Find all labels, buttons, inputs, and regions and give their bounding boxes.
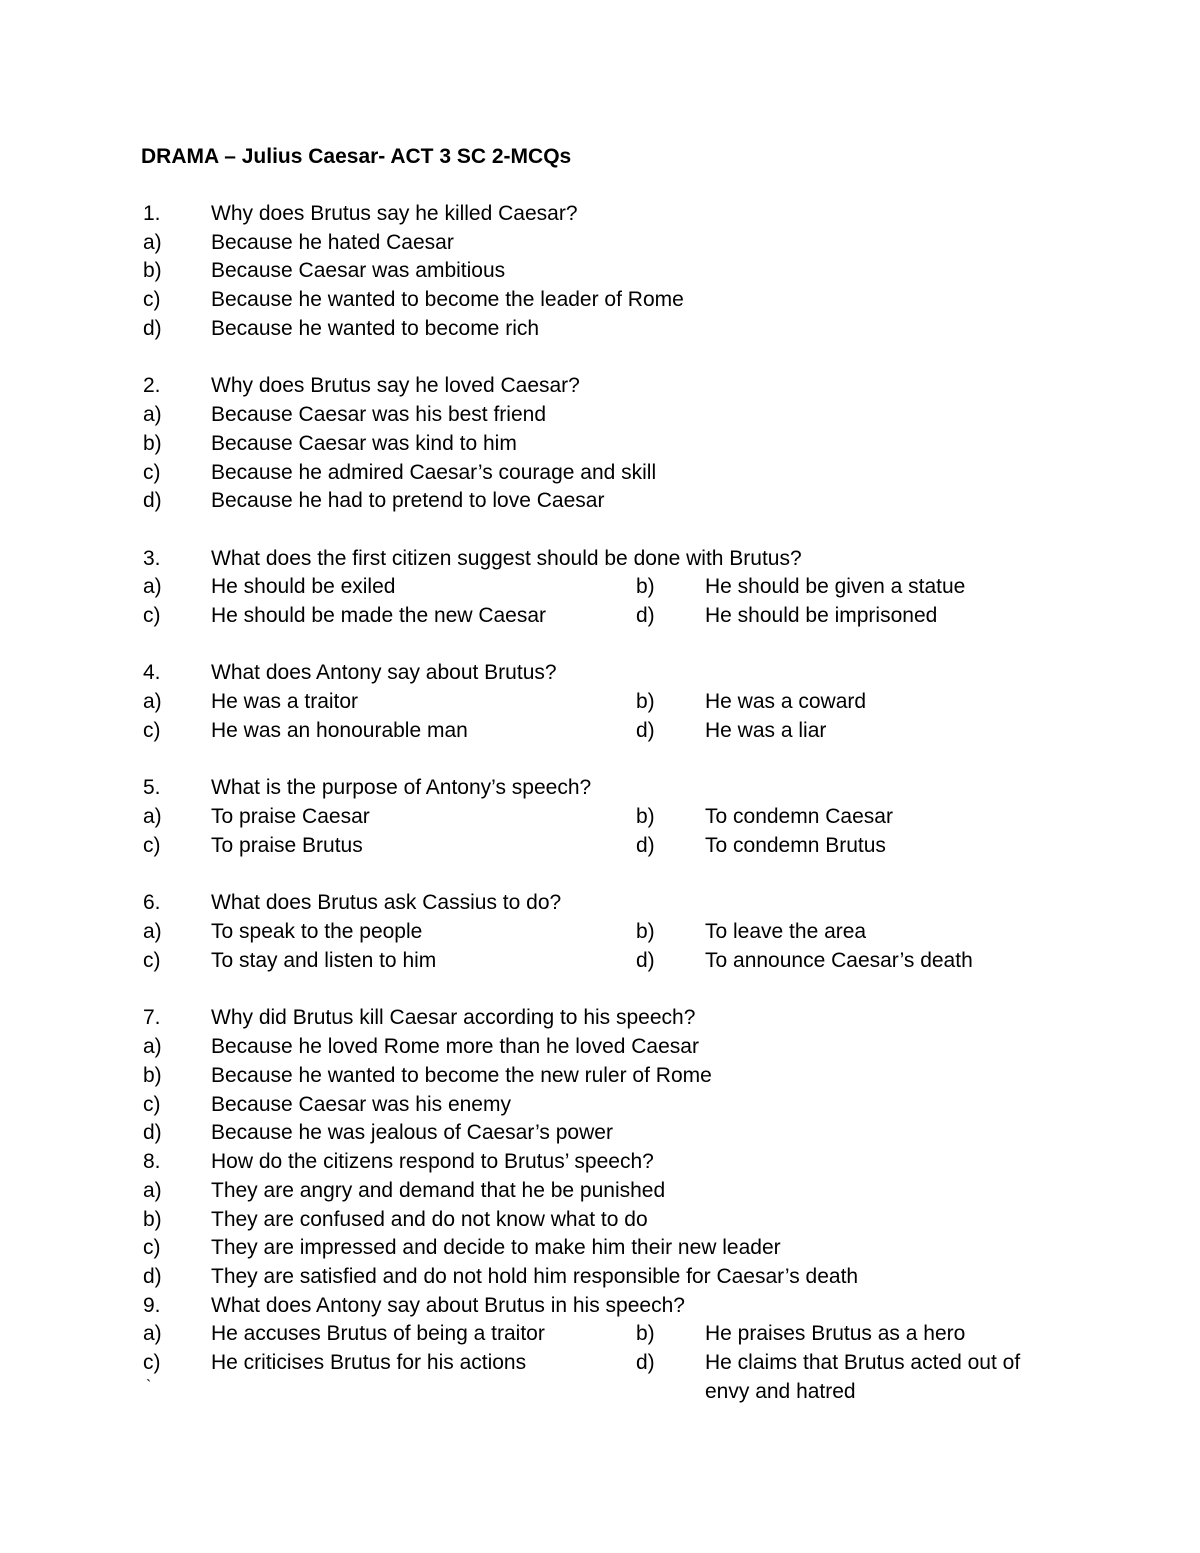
option-label: c) — [143, 604, 161, 627]
option-label: a) — [143, 805, 162, 828]
option-text: Because Caesar was kind to him — [211, 432, 517, 455]
question-8 — [0, 1147, 1200, 1176]
question-1 — [0, 199, 1200, 228]
option-text: Because he hated Caesar — [211, 231, 454, 254]
option-label: d) — [636, 1351, 655, 1374]
option-label: b) — [143, 1208, 162, 1231]
option-text: He was an honourable man — [211, 719, 468, 742]
option-text: He claims that Brutus acted out of — [705, 1351, 1021, 1374]
option-row — [0, 1205, 1200, 1234]
option-label: b) — [636, 805, 655, 828]
question-9 — [0, 1291, 1200, 1320]
option-label: a) — [143, 690, 162, 713]
option-label: a) — [143, 1179, 162, 1202]
option-label: a) — [143, 575, 162, 598]
option-text: To praise Caesar — [211, 805, 370, 828]
option-label: a) — [143, 403, 162, 426]
option-text: To praise Brutus — [211, 834, 363, 857]
option-text: He should be imprisoned — [705, 604, 938, 627]
question-number: 9. — [143, 1294, 161, 1317]
question-3 — [0, 544, 1200, 573]
question-text: How do the citizens respond to Brutus’ speech? — [211, 1150, 654, 1173]
option-text: To condemn Brutus — [705, 834, 886, 857]
option-row — [0, 285, 1200, 314]
option-text: He was a liar — [705, 719, 827, 742]
question-4 — [0, 658, 1200, 687]
question-6 — [0, 888, 1200, 917]
option-row — [0, 1176, 1200, 1205]
option-text: He should be exiled — [211, 575, 396, 598]
option-text: He should be made the new Caesar — [211, 604, 547, 627]
question-number: 7. — [143, 1006, 161, 1029]
option-text: They are confused and do not know what to do — [211, 1208, 648, 1231]
option-text: Because he wanted to become the leader of Rome — [211, 288, 684, 311]
option-label: c) — [143, 1351, 161, 1374]
option-row — [0, 1118, 1200, 1147]
option-row — [0, 572, 1200, 601]
question-number: 5. — [143, 776, 161, 799]
option-row — [0, 601, 1200, 630]
question-text: Why does Brutus say he loved Caesar? — [211, 374, 580, 397]
option-row — [0, 314, 1200, 343]
option-label: b) — [636, 690, 655, 713]
option-label: d) — [636, 834, 655, 857]
option-text: Because Caesar was his best friend — [211, 403, 547, 426]
option-label: d) — [143, 1121, 162, 1144]
question-7 — [0, 1003, 1200, 1032]
option-label: d) — [636, 604, 655, 627]
option-text: Because he had to pretend to love Caesar — [211, 489, 605, 512]
option-row — [0, 917, 1200, 946]
option-label: a) — [143, 1035, 162, 1058]
option-label: a) — [143, 231, 162, 254]
option-label: c) — [143, 461, 161, 484]
option-text: He was a coward — [705, 690, 867, 713]
question-text: What is the purpose of Antony’s speech? — [211, 776, 592, 799]
option-row — [0, 400, 1200, 429]
option-label: d) — [143, 489, 162, 512]
option-row — [0, 256, 1200, 285]
option-label: a) — [143, 1322, 162, 1345]
option-text: Because Caesar was ambitious — [211, 259, 506, 282]
option-row — [0, 1233, 1200, 1262]
option-text-continued: envy and hatred — [705, 1380, 856, 1403]
option-row — [0, 716, 1200, 745]
question-text: What does the first citizen suggest should be done with Brutus? — [211, 547, 802, 570]
question-number: 2. — [143, 374, 161, 397]
option-label: b) — [143, 432, 162, 455]
option-text: He criticises Brutus for his actions — [211, 1351, 527, 1374]
option-text: Because he loved Rome more than he loved Caesar — [211, 1035, 699, 1058]
question-text: What does Antony say about Brutus? — [211, 661, 557, 684]
option-label: b) — [143, 259, 162, 282]
option-text: Because Caesar was his enemy — [211, 1093, 511, 1116]
option-row — [0, 1032, 1200, 1061]
option-label: c) — [143, 949, 161, 972]
option-text: He praises Brutus as a hero — [705, 1322, 966, 1345]
option-label: c) — [143, 719, 161, 742]
option-text: He should be given a statue — [705, 575, 966, 598]
option-row — [0, 687, 1200, 716]
question-number: 6. — [143, 891, 161, 914]
question-2 — [0, 371, 1200, 400]
option-label: b) — [636, 920, 655, 943]
option-text: They are satisfied and do not hold him responsible for Caesar’s death — [211, 1265, 859, 1288]
question-5 — [0, 773, 1200, 802]
question-text: Why did Brutus kill Caesar according to his speech? — [211, 1006, 696, 1029]
option-label: b) — [636, 1322, 655, 1345]
option-text: To condemn Caesar — [705, 805, 893, 828]
option-text: He accuses Brutus of being a traitor — [211, 1322, 545, 1345]
option-text: Because he wanted to become rich — [211, 317, 540, 340]
question-number: 3. — [143, 547, 161, 570]
option-row-continued — [0, 1377, 1200, 1406]
question-number: 8. — [143, 1150, 161, 1173]
option-row — [0, 1348, 1200, 1377]
option-label: d) — [143, 317, 162, 340]
question-text: What does Brutus ask Cassius to do? — [211, 891, 562, 914]
option-text: To speak to the people — [211, 920, 423, 943]
question-text: Why does Brutus say he killed Caesar? — [211, 202, 578, 225]
option-text: To leave the area — [705, 920, 867, 943]
option-label: c) — [143, 834, 161, 857]
option-row — [0, 1262, 1200, 1291]
option-text: To stay and listen to him — [211, 949, 437, 972]
option-label: c) — [143, 1093, 161, 1116]
option-row — [0, 1090, 1200, 1119]
question-number: 1. — [143, 202, 161, 225]
option-text: Because he admired Caesar’s courage and skill — [211, 461, 657, 484]
stray-mark: ` — [146, 1378, 152, 1395]
option-label: c) — [143, 288, 161, 311]
option-row — [0, 486, 1200, 515]
option-label: d) — [143, 1265, 162, 1288]
option-text: Because he was jealous of Caesar’s power — [211, 1121, 613, 1144]
option-label: a) — [143, 920, 162, 943]
option-label: c) — [143, 1236, 161, 1259]
option-row — [0, 1061, 1200, 1090]
option-label: d) — [636, 719, 655, 742]
option-row — [0, 1319, 1200, 1348]
option-row — [0, 946, 1200, 975]
option-text: They are impressed and decide to make him their new leader — [211, 1236, 781, 1259]
option-label: d) — [636, 949, 655, 972]
option-row — [0, 429, 1200, 458]
option-text: They are angry and demand that he be punished — [211, 1179, 666, 1202]
worksheet-title: DRAMA – Julius Caesar- ACT 3 SC 2-MCQs — [141, 145, 572, 168]
option-label: b) — [143, 1064, 162, 1087]
option-row — [0, 228, 1200, 257]
question-text: What does Antony say about Brutus in his speech? — [211, 1294, 685, 1317]
option-text: He was a traitor — [211, 690, 359, 713]
option-row — [0, 802, 1200, 831]
option-label: b) — [636, 575, 655, 598]
option-text: To announce Caesar’s death — [705, 949, 973, 972]
option-text: Because he wanted to become the new ruler of Rome — [211, 1064, 712, 1087]
question-number: 4. — [143, 661, 161, 684]
option-row — [0, 831, 1200, 860]
option-row — [0, 458, 1200, 487]
